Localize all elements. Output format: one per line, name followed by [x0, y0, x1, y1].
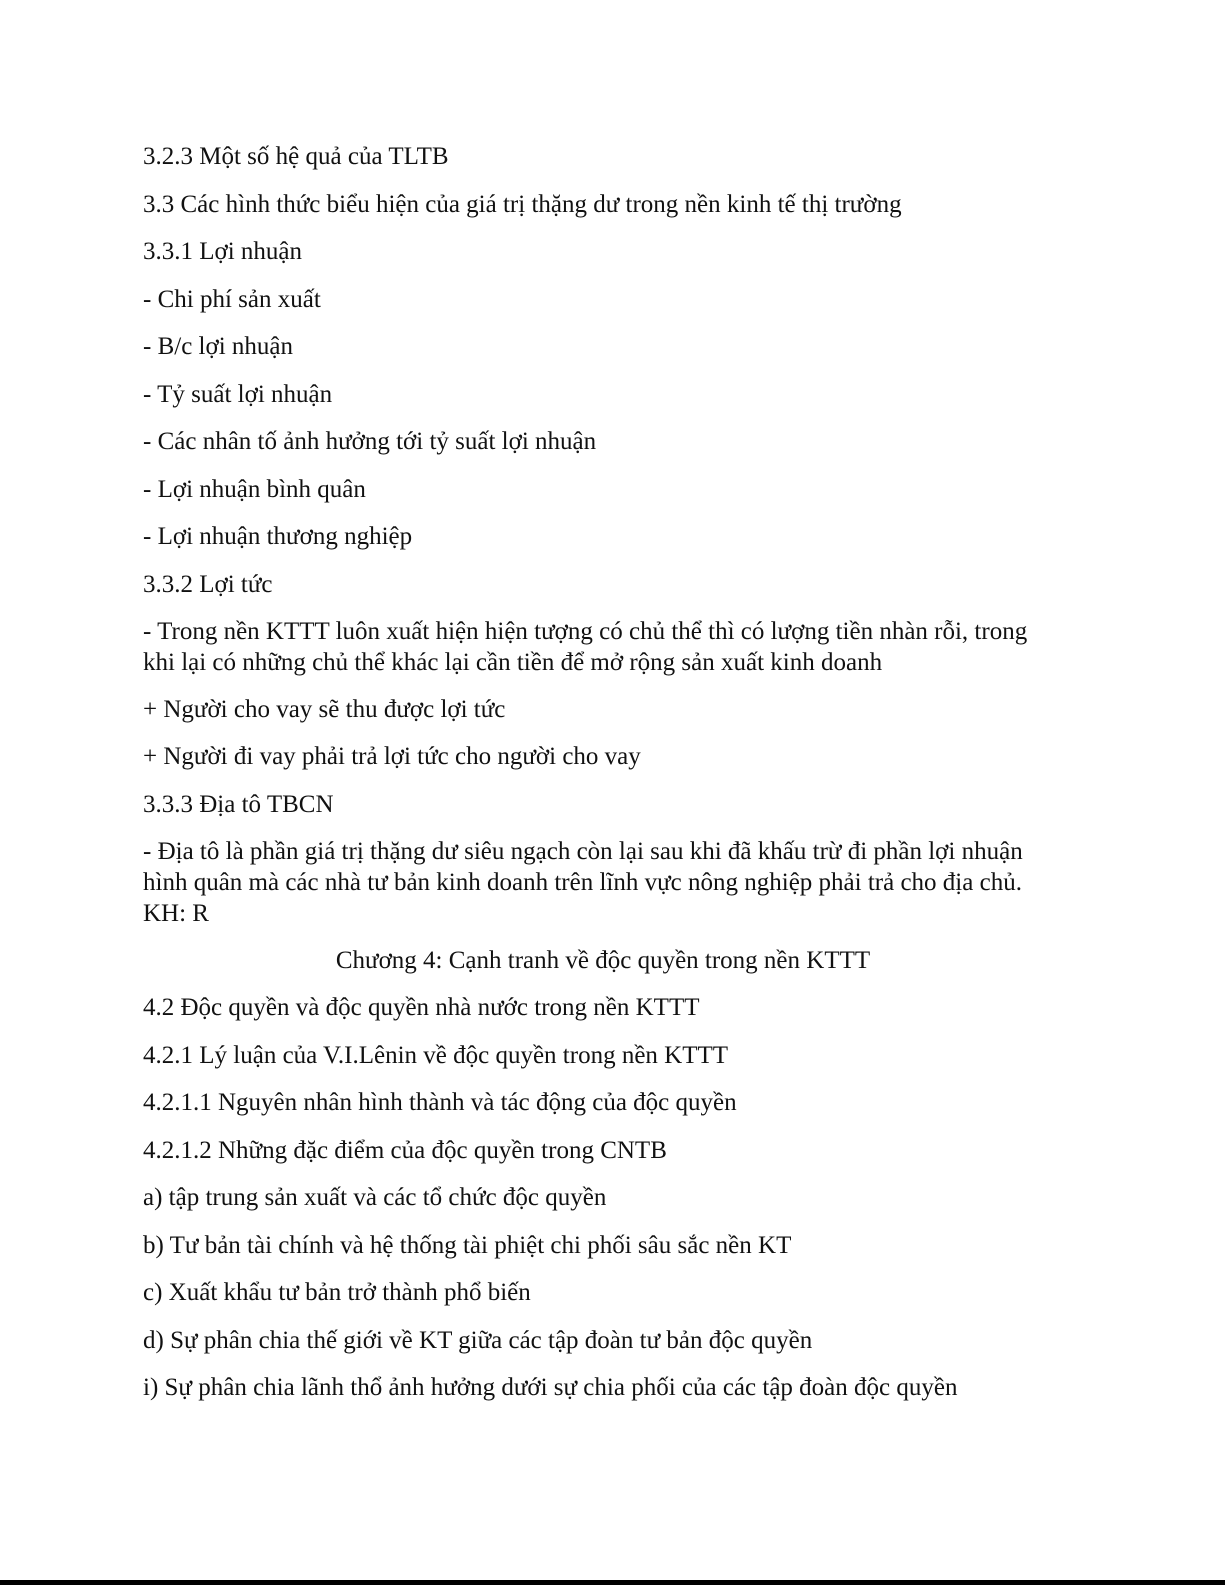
page-bottom-border [0, 1580, 1225, 1585]
list-item: + Người cho vay sẽ thu được lợi tức [143, 695, 506, 723]
paragraph: - Trong nền KTTT luôn xuất hiện hiện tượng có chủ thể thì có lượng tiền nhàn rỗi, trong khi lại có những chủ thể khác lại cần tiền để mở rộng sản xuất kinh doanh [143, 618, 1028, 676]
subsection-heading: 3.3.3 Địa tô TBCN [143, 790, 334, 818]
subsection-heading: 4.2.1.1 Nguyên nhân hình thành và tác động của độc quyền [143, 1089, 737, 1116]
subsection-heading: 3.3.2 Lợi tức [143, 570, 273, 598]
list-item: - Tỷ suất lợi nhuận [143, 380, 333, 408]
section-heading: 3.2.3 Một số hệ quả của TLTB [143, 143, 449, 170]
list-item: a) tập trung sản xuất và các tổ chức độc quyền [143, 1184, 607, 1211]
list-item: - Các nhân tố ảnh hưởng tới tỷ suất lợi nhuận [143, 428, 597, 455]
subsection-heading: 4.2.1 Lý luận của V.I.Lênin về độc quyền trong nền KTTT [143, 1041, 729, 1069]
list-item: d) Sự phân chia thế giới về KT giữa các tập đoàn tư bản độc quyền [143, 1326, 813, 1354]
list-item: - B/c lợi nhuận [143, 333, 293, 360]
list-item: b) Tư bản tài chính và hệ thống tài phiệt chi phối sâu sắc nền KT [143, 1231, 792, 1259]
subsection-heading: 4.2.1.2 Những đặc điểm của độc quyền trong CNTB [143, 1136, 667, 1164]
section-heading: 4.2 Độc quyền và độc quyền nhà nước trong nền KTTT [143, 994, 700, 1021]
list-item: + Người đi vay phải trả lợi tức cho người cho vay [143, 743, 641, 770]
paragraph: - Địa tô là phần giá trị thặng dư siêu ngạch còn lại sau khi đã khấu trừ đi phần lợi nhuận hình quân mà các nhà tư bản kinh doanh trên lĩnh vực nông nghiệp phải trả cho địa chủ. KH: R [143, 838, 1023, 927]
subsection-heading: 3.3.1 Lợi nhuận [143, 238, 303, 265]
list-item: - Lợi nhuận bình quân [143, 475, 366, 503]
list-item: - Chi phí sản xuất [143, 285, 321, 313]
chapter-title: Chương 4: Cạnh tranh về độc quyền trong nền KTTT [335, 946, 871, 974]
list-item: - Lợi nhuận thương nghiệp [143, 523, 413, 550]
list-item: c) Xuất khẩu tư bản trở thành phổ biến [143, 1279, 531, 1306]
section-heading: 3.3 Các hình thức biểu hiện của giá trị thặng dư trong nền kinh tế thị trường [143, 190, 902, 218]
document-body [143, 141, 1063, 1420]
list-item: i) Sự phân chia lãnh thổ ảnh hưởng dưới sự chia phối của các tập đoàn độc quyền [143, 1374, 958, 1401]
